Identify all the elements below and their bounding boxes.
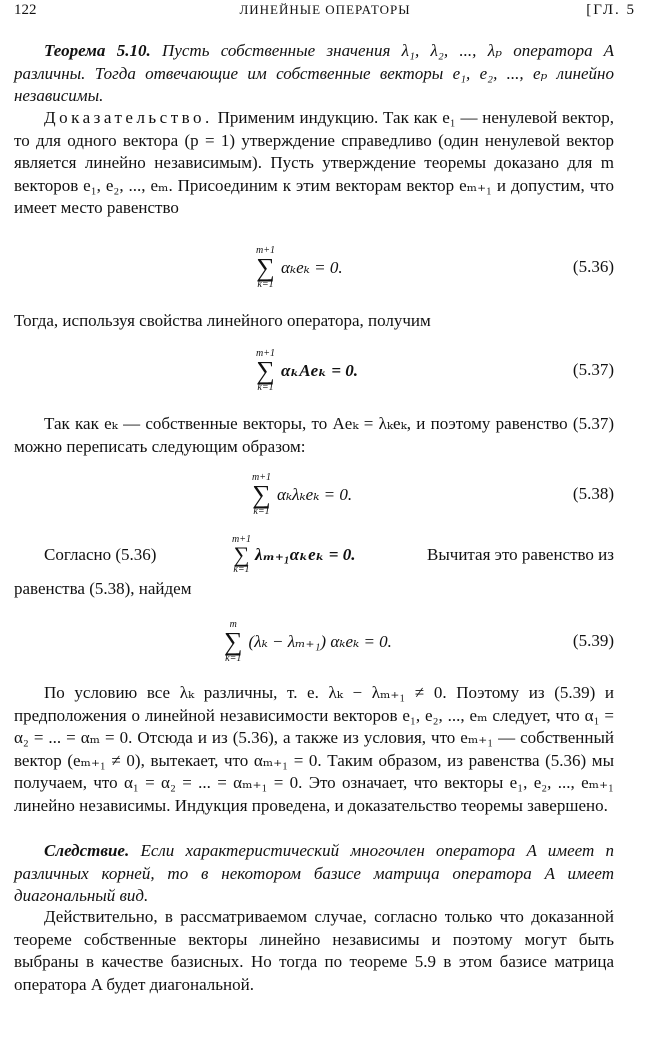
- running-header: [14, 2, 636, 24]
- corollary-text: Если характеристический многочлен оператора A имеет n различных корней, то в некотором базисе матрица оператора A имеет диагональный вид.: [14, 841, 614, 905]
- paragraph-conclusion: По условию все λₖ различны, т. е. λₖ − λₘ₊₁ ≠ 0. Поэтому из (5.39) и предположения о линейной независимости векторов e₁, e₂, ..., eₘ следует, что α₁ = α₂ = ... = αₘ = 0. Отсюда и из (5.36), а также из условия, что eₘ₊₁ — собственный вектор (eₘ₊₁ ≠ 0), вытекает, что αₘ₊₁ = 0. Таким образом, из равенства (5.36) мы получаем, что α₁ = α₂ = ... = αₘ₊₁ = 0. Это означает, что векторы e₁, e₂, ..., eₘ₊₁ линейно независимы. Индукция проведена, и доказательство теоремы завершено.: [14, 683, 614, 815]
- sum-symbol: m+1 ∑ k=1: [256, 245, 275, 290]
- equation-number: (5.37): [572, 360, 614, 379]
- equation-5-39: [14, 614, 614, 670]
- page-number: 122: [14, 2, 37, 18]
- paragraph-final: Действительно, в рассматриваемом случае, согласно только что доказанной теореме собственные векторы линейно независимы и поэтому могут быть выбраны в качестве базисных. Но тогда по теореме 5.9 в этом базисе матрица оператора A будет диагональной.: [14, 907, 614, 994]
- equation-number: (5.36): [572, 257, 614, 276]
- inline-equation: λₘ₊₁αₖeₖ = 0.: [254, 544, 356, 564]
- equation-body: αₖAeₖ = 0.: [280, 361, 359, 380]
- corollary-label: Следствие.: [44, 841, 130, 860]
- sum-symbol: m+1 ∑ k=1: [256, 348, 275, 393]
- theorem-label: Теорема 5.10.: [44, 41, 151, 60]
- proof-text: Применим индукцию. Так как e₁ — ненулевой вектор, то для одного вектора (p = 1) утверждение справедливо (один ненулевой вектор является линейно независимым). Пусть утверждение теоремы доказано для m векторов e₁, e₂, ..., eₘ. Присоединим к этим векторам вектор eₘ₊₁ и допустим, что имеет место равенство: [14, 108, 615, 217]
- chapter-marker: [ГЛ. 5: [586, 2, 636, 18]
- paragraph-subtraction: Согласно (5.36) m+1 ∑ k=1 λₘ₊₁αₖeₖ = 0. Вычитая это равенство из равенства (5.38), найдем: [14, 534, 614, 598]
- proof-label: Доказательство.: [44, 108, 213, 127]
- equation-5-38: [14, 467, 614, 523]
- equation-body: αₖeₖ = 0.: [280, 258, 343, 277]
- sum-symbol: m+1 ∑ k=1: [231, 534, 251, 575]
- paragraph-eigenvectors: Так как eₖ — собственные векторы, то Aeₖ = λₖeₖ, и поэтому равенство (5.37) можно переписать следующим образом:: [14, 414, 614, 456]
- corollary-block: [14, 840, 614, 908]
- equation-number: (5.39): [572, 631, 614, 650]
- theorem-block: [14, 40, 614, 108]
- sum-symbol: m+1 ∑ k=1: [252, 472, 271, 517]
- running-title: ЛИНЕЙНЫЕ ОПЕРАТОРЫ: [239, 2, 411, 17]
- sum-symbol: m ∑ k=1: [224, 619, 243, 664]
- equation-5-37: [14, 343, 614, 399]
- theorem-text: Пусть собственные значения λ₁, λ₂, ..., λₚ операторa A различны. Тогда отвечающие им собственные векторы e₁, e₂, ..., eₚ линейно независимы.: [14, 41, 615, 105]
- equation-5-36: [14, 240, 614, 296]
- equation-number: (5.38): [572, 484, 614, 503]
- equation-body: (λₖ − λₘ₊₁) αₖeₖ = 0.: [248, 632, 392, 651]
- paragraph-linear-operator: Тогда, используя свойства линейного оператора, получим: [14, 311, 431, 330]
- proof-paragraph: [14, 107, 614, 220]
- equation-body: αₖλₖeₖ = 0.: [276, 485, 353, 504]
